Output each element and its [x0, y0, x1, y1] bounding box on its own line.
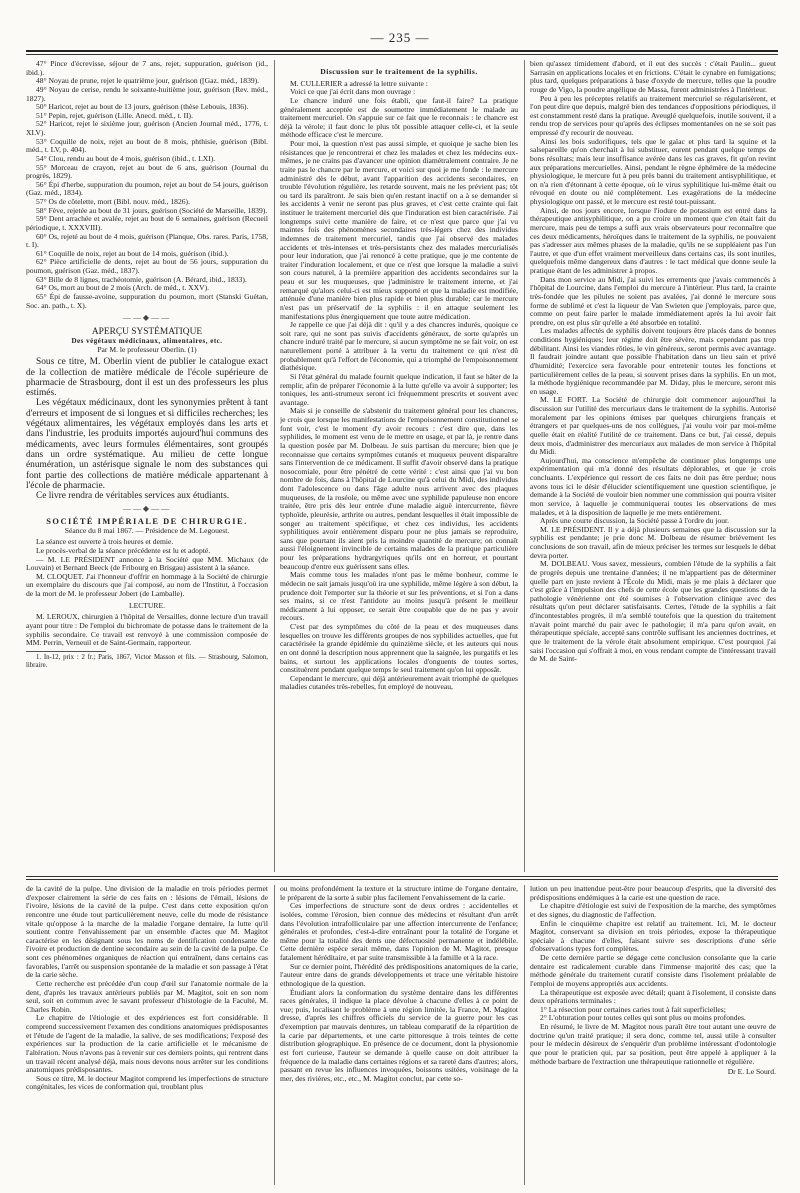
case-entry: 57° Os de côtelette, mort (Bibl. nouv. méd., 1826). [36, 197, 190, 206]
case-entry: 56° Épi d'herbe, suppuration du poumon, rejet au bout de 54 jours, guérison (Gaz. méd., 1834). [26, 179, 268, 198]
case-entry: 55° Morceau de crayon, rejet au bout de 6 ans, guérison (Journal du progrès, 1829). [26, 162, 268, 181]
case-list [26, 60, 268, 310]
review-paragraph: Étudiant alors la conformation du système dentaire dans les différentes races générales, il indique la place dévolue à chacune d'elles à ce point de vue; puis, localisant le problème à une région limitée, la France, M. Magitot dresse, d'après les chiffres officiels du service de la guerre pour les cas d'exemption par mauvais dentures, un tableau comparatif de la répartition de la carie par départements, et une carte pittoresque à trois teintes de cette distribution géographique. En présence de ce document, dont la physionomie est fort curieuse, l'auteur se demande à quelle cause on doit attribuer la fréquence de la maladie dans certaines régions et sa rareté dans d'autres; alors, passant en revue les influences invoquées, boissons usitées, voisinage de la mer, des rivières, etc., etc., M. Magitot conclut, par cette so- [280, 987, 518, 1083]
column-divider [524, 885, 525, 1185]
footnote: 1. In-12, prix : 2 fr.; Paris, 1867, Victor Masson et fils. — Strasbourg, Salomon, libraire. [26, 653, 268, 669]
column-right [530, 60, 776, 872]
case-entry: 52° Haricot, rejet le sixième jour, guérison (Ancien Journal méd., 1776, t. XLV). [26, 119, 268, 137]
review-paragraph: 2° L'obturation pour toutes celles qui sont plus ou moins profondes. [540, 1013, 746, 1023]
case-entry: 65° Épi de fausse-avoine, suppuration du poumon, mort (Stanski Guétan, Soc. an. path., t. X). [26, 291, 268, 310]
discussion-title: Discussion sur le traitement de la syphilis. [320, 67, 478, 76]
column-middle [280, 60, 518, 872]
case-entry: 53° Coquille de noix, rejet au bout de 8 mois, phthisie, guérison (Bibl. méd., t. LV, p. 404). [26, 136, 268, 155]
review-paragraph: Le chapitre de l'étiologie et des expériences est fort considérable. Il comprend successivement l'examen des conditions anatomiques prédisposantes et l'étude de l'agent de la maladie, la salive, de ses modifications; l'exposé des expériences sur la production de la carie artificielle et le mécanisme de l'altération. Nous n'avons pas à revenir sur ces derniers points, qui rentrent dans un travail récent analysé déjà, mais nous devons nous arrêter sur les conditions anatomiques prédisposantes. [26, 1013, 268, 1075]
footnote-rule [26, 651, 106, 652]
signature: Dr E. Le Sourd. [727, 1067, 776, 1077]
case-entry: 49° Noyau de cerise, rendu le soixante-huitième jour, guérison (Rev. méd., 1827). [26, 84, 268, 103]
discussion-paragraph: Peu à peu les préceptes relatifs au traitement mercuriel se régularisèrent, et l'on peut dire que depuis, malgré bien des tendances d'oppositions périodiques, il est constamment resté dans la pratique. Aveuglé quelquefois, inutile souvent, il a rendu trop de services pour qu'après des éclipses momentanées on ne se soit pas empressé d'y recourir de nouveau. [530, 93, 776, 137]
top-rule-thin [26, 54, 778, 55]
case-entry: 63° Bille de 8 lignes, trachéotomie, guérison (A. Bérard, ibid., 1833). [36, 274, 247, 284]
bottom-column-left [26, 885, 268, 1185]
discussion-paragraph: Mais comme tous les malades n'ont pas le même bonheur, comme le médecin ne sait jamais jusqu'où ira une syphilide, même légère à son début, la prudence doit l'emporter sur la théorie et sur les préventions, et si l'on a dans ses mains, si ce n'est l'antidote au moins jusqu'à présent le meilleur médicament à lui opposer, ce serait être coupable que de ne pas y avoir recours. [280, 570, 518, 623]
review-paragraph: ou moins profondément la texture et la structure intime de l'organe dentaire, le préparent de la sorte à subir plus facilement l'envahissement de la carie. [280, 885, 518, 902]
separator-ornament: ——◆—— [122, 313, 172, 323]
discussion-paragraph: Après une courte discussion, la Société passe à l'ordre du jour. [540, 516, 730, 526]
column-divider [524, 60, 525, 872]
review-paragraph: de la cavité de la pulpe. Une division de la maladie en trois périodes permet d'exposer clairement la série de ces faits en : lésions de l'émail, lésions de l'ivoire, lésions de la cavité de la pulpe. C'est dans cette exposition qu'on rencontre une étude tout particulièrement neuve, celle du mode de résistance vitale qu'oppose à la marche de la maladie l'organe dentaire, la lutte qu'il soutient contre l'envahissement par un ensemble d'actes que M. Magitot caractérise en les désignant sous les noms de dentification condensante de l'ivoire et production de dentine secondaire au sein de la cavité de la pulpe. Ce sont ces phénomènes organiques de réaction qui entraînent, dans certains cas favorables, l'arrêt ou suspension spontanée de la maladie et son passage à l'état de la carie sèche. [26, 885, 268, 980]
section-rule-thin [26, 879, 778, 880]
discussion-paragraph: M. LE FORT. La Société de chirurgie doit commencer aujourd'hui la discussion sur l'utilité des mercuriaux dans le traitement de la syphilis. Autorisé moralement par les opinions émises par quelques chirurgiens français et étrangers et par quelques-uns de nos collègues, j'ai voulu voir par moi-même quelle était en réalité l'utilité de ce traitement. Dans ce but, j'ai cessé, depuis deux mois, d'administrer des mercuriaux aux malades de mon service à l'hôpital du Midi. [530, 395, 776, 457]
discussion-paragraph: Ainsi, de nos jours encore, lorsque l'iodure de potassium est entré dans la thérapeutique antisyphilitique, on a pu croire un moment que c'en était fait du mercure, mais peu de temps a suffi aux vrais observateurs pour reconnaître que ces deux médicaments, héroïques dans le traitement de la syphilis, ne pouvaient pas s'adresser aux mêmes phases de la maladie, qu'ils ne se suppléaient pas l'un l'autre, et que d'un effet vraiment merveilleux dans certains cas, ils sont inutiles, quelquefois même dangereux dans d'autres : le tact médical que donne seule la pratique étant de les administrer à propos. [530, 205, 776, 275]
case-entry: 61° Coquille de noix, rejet au bout de 14 mois, guérison (ibid.). [36, 248, 229, 258]
review-paragraph: De cette dernière partie se dégage cette conclusion consolante que la carie dentaire est radicalement curable dans l'immense majorité des cas; que la méthode générale du traitement curatif consiste dans l'isolement préalable de l'emploi de moyens appropriés aux accidents. [530, 953, 776, 988]
discussion-paragraph: Pour moi, la question n'est pas aussi simple, et quoique je sache bien les résistances que je rencontrerai et chez les malades et chez les médecins eux-mêmes, je ne crains pas d'avancer une opinion diamétralement contraire. Je ne traite pas le chancre par le mercure, et voici sur quoi je me fonde : le mercure administré dès le début, avant l'apparition des accidents secondaires, en trouble l'évolution régulière, les retarde souvent, mais ne les prévient pas; tôt ou tard ils paraîtront. Je sais bien qu'en restant inactif on a à se demander si les accidents à venir ne seront pas plus graves, et c'est cette crainte qui fait instituer le traitement mercuriel dès que l'induration est bien caractérisée. J'ai longtemps suivi cette manière de faire, et ce n'est que parce que j'ai vu maintes fois des phénomènes secondaires très-légers chez des individus indemnes de traitement mercuriel, tandis que j'ai observé des malades accidents et très-intenses et très-persistants chez des malades mercurialisés pour leur induration, que j'ai renoncé à cette pratique, que je me contente de traiter l'induration localement, et que ce n'est que lorsque la maladie a suivi son cours naturel, à la première apparition des accidents secondaires sur la peau et sur les muqueuses, que j'administre le traitement interne, et j'ai remarqué qu'alors celui-ci est mieux supporté et que la maladie est modifiée, atténuée d'une manière bien plus rapide et bien plus durable; car le mercure n'est pas un préservatif de la syphilis : il en attaque seulement les manifestations plus énergiquement que toute autre médication. [280, 139, 518, 321]
review-paragraph: Ces imperfections de structure sont de deux ordres : accidentelles et isolées, comme l'érosion, bien connue des médecins et résultant d'un arrêt dans l'évolution intrafolliculaire par une affection intercurrente de l'enfance; générales et profondes, c'est-à-dire entraînant pour la totalité de l'organe et même pour la totalité des dents une défectuosité permanente et indélébile. Cette dernière espèce serait même, dans l'opinion de M. Magitot, presque fatalement héréditaire, et par suite transmissible à la famille et à la race. [280, 901, 518, 962]
society-paragraph: La séance est ouverte à trois heures et demie. [36, 537, 174, 547]
case-entry: 59° Dent arrachée et avalée, rejet au bout de 6 semaines, guérison (Recueil périodique, t. XXXVIII). [26, 214, 268, 232]
apercu-paragraph: Ce livre rendra de véritables services aux étudiants. [36, 491, 230, 502]
column-divider [274, 60, 275, 872]
separator-ornament: ——◆—— [122, 504, 172, 514]
case-entry: 62° Pièce artificielle de dents, rejet au bout de 56 jours, suppuration du poumon, guérison (Gaz. méd., 1837). [26, 257, 268, 275]
review-paragraph: Sur ce dernier point, l'hérédité des prédispositions anatomiques de la carie, l'auteur entre dans de grands développements et trace une véritable histoire ethnologique de la question. [280, 961, 518, 988]
discussion-paragraph: M. LE PRÉSIDENT. Il y a déjà plusieurs semaines que la discussion sur la syphilis est pendante; je prie donc M. Dolbeau de résumer brièvement les conclusions de son travail, afin de mieux préciser les termes sur lesquels le débat devra porter. [530, 524, 776, 560]
discussion-paragraph: Cependant le mercure, qui déjà antérieurement avait triomphé de quelques maladies cutanées très-rebelles, fut employé de nouveau, [280, 673, 518, 692]
top-rule [26, 50, 778, 52]
discussion-paragraph: Dans mon service au Midi, j'ai suivi les errements que j'avais commencés à l'hôpital de Lourcine, dans l'emploi du mercure à l'intérieur. Plus tard, la crainte très-fondée que les pilules ne soient pas avalées, j'ai donné le mercure sous forme de sublimé et c'est la liqueur de Van Swieten que j'employais, parce que, comme on peut faire parler le malade immédiatement après la lui avoir fait prendre, on est plus sûr qu'elle a été absorbée en totalité. [530, 274, 776, 327]
review-paragraph: Enfin le cinquième chapitre est relatif au traitement. Ici, M. le docteur Magitot, conservant sa division en trois périodes, expose la thérapeutique spéciale à chacune d'elles, faisant suivre ses descriptions d'une série d'observations types fort complètes. [530, 918, 776, 954]
discussion-paragraph: Ainsi les bois sudorifiques, tels que le gaïac et plus tard la squine et la salsepareille qu'on cherchait à lui substituer, eurent pendant quelque temps de bons résultats; mais leur insuffisance avérée dans les cas graves, fit qu'on revint aux préparations mercurielles. Ainsi, pendant le règne éphémère de la médecine physiologique, le mercure fut à peu près banni du traitement antisyphilitique, et on n'a rien d'étonnant à cette époque, où le virus syphilitique lui-même était ou révoqué en doute ou nié complètement. Les exagérations de la médecine physiologique ont passé, et le mercure est resté tout-puissant. [530, 136, 776, 206]
discussion-paragraph: M. DOLBEAU. Vous savez, messieurs, combien l'étude de la syphilis a fait de progrès depuis une trentaine d'années; il ne m'appartient pas de déterminer quelle part en juste revient à l'École du Midi, mais je me plais à déclarer que c'est grâce à l'impulsion des chefs de cette école que les grandes questions de la pathologie vénérienne ont été soumises à l'observation clinique avec des résultats qu'on peut déclarer satisfaisants. Certes, l'étude de la syphilis a fait d'incontestables progrès, il m'a semblé toutefois que la question du traitement n'avait point marché du pair avec le pathologie; il m'a paru qu'on avait, en thérapeutique spéciale, accepté sans contrôle suffisant les anciennes doctrines, et que le traitement de la vérole était absolument empirique. C'est pourquoi j'ai saisi l'occasion qui s'offrait à moi, en vous rendant compte de l'intéressant travail de M. de Saint- [530, 559, 776, 664]
review-paragraph: Sous ce titre, M. le docteur Magitot comprend les imperfections de structure congénitales, les vices de conformation qui, troublant plus [26, 1073, 268, 1092]
bottom-column-right [530, 885, 776, 1185]
society-paragraph: M. CLOQUET. J'ai l'honneur d'offrir en hommage à la Société de chirurgie un exemplaire du discours que j'ai composé, au nom de l'Institut, à l'occasion de la mort de M. le professeur Jobert (de Lamballe). [26, 571, 268, 599]
society-paragraph: M. LEROUX, chirurgien à l'hôpital de Versailles, donne lecture d'un travail ayant pour titre : De l'emploi du bichromate de potasse dans le traitement de la syphilis secondaire. Ce travail est renvoyé à une commission composée de MM. Perrin, Verneuil et de Saint-Germain, rapporteur. [26, 612, 268, 648]
discussion-paragraph: Les malades affectés de syphilis doivent toujours être placés dans de bonnes conditions hygiéniques; leur régime doit être sévère, mais cependant pas trop débilitant. Ainsi les viandes rôties, le vin généreux, seront permis avec avantage. Il faudrait joindre autant que possible l'habitation dans un lieu sain et privé d'humidité; l'exercice sera favorable pour entretenir toutes les fonctions et particulièrement celles de la peau, si souvent prises dans la syphilis. En un mot, la méthode hygiénique recommandée par M. Diday, plus le mercure, seront mis en usage. [530, 326, 776, 396]
apercu-paragraph: Les végétaux médicinaux, dont les synonymies prêtent à tant d'erreurs et imposent de si longues et si difficiles recherches; les végétaux alimentaires, les végétaux employés dans les arts et dans l'industrie, les produits importés aujourd'hui communs des médicaments, avec leurs formules élémentaires, sont groupés dans un ordre systématique. Au milieu de cette longue énumération, un astérisque signale le nom des substances qui font partie des collections de matière médicale appartenant à l'école de pharmacie. [26, 398, 268, 491]
apercu-subtitle: Des végétaux médicinaux, alimentaires, etc. [71, 337, 223, 346]
case-entry: 50° Haricot, rejet au bout de 13 jours, guérison (thèse Lebouis, 1836). [36, 102, 249, 112]
column-divider [274, 885, 275, 1185]
case-entry: 47° Pince d'écrevisse, séjour de 7 ans, rejet, suppuration, guérison (id., ibid.). [26, 60, 268, 77]
case-entry: 60° Os, rejeté au bout de 4 mois, guérison (Planque, Obs. rares. Paris, 1758, t. I). [26, 231, 268, 250]
case-entry: 54° Clou, rendu au bout de 4 mois, guérison (ibid., t. LXI). [36, 153, 216, 163]
discussion-paragraph: Aujourd'hui, ma conscience m'empêche de continuer plus longtemps une expérimentation qui m'a donné des résultats déplorables, et que je crois concluants. L'expérience qui ressort de ces faits ne doit pas être perdue; nous avons tous ici le désir d'élucider scientifiquement une question scientifique, je demande à la Société de vouloir bien nommer une commission qui pourra visiter mon service, à laquelle je communiquerai toutes les observations de mes malades, et à la disposition de laquelle je me mets entièrement. [530, 455, 776, 517]
apercu-paragraph: Sous ce titre, M. Oberlin vient de publier le catalogue exact de la collection de matière médicale de l'école supérieure de pharmacie de Strasbourg, dont il est un des professeurs les plus estimés. [26, 357, 268, 399]
lecture-heading: LECTURE. [128, 600, 166, 610]
case-entry: 48° Noyau de prune, rejet le quatrième jour, guérison ([Gaz. méd., 1839). [36, 76, 260, 86]
case-entry: 58° Fève, rejetée au bout de 31 jours, guérison (Société de Marseille, 1839). [36, 205, 268, 215]
discussion-paragraph: bien qu'assez timidement d'abord, et il eut des succès : c'était Paulin... gueut Sarrasin en applications locales et en frictions. C'était le cynabre en fumigations; plus tard, quelques préparations à base d'oxyde de mercure, telles que la poudre rouge de Vigo, la poudre angélique de Massa, furent administrées à l'intérieur. [530, 60, 776, 94]
review-paragraph: Le chapitre d'étiologie est suivi de l'exposition de la marche, des symptômes et des signes, du diagnostic de l'affection. [530, 901, 776, 919]
bottom-column-middle [280, 885, 518, 1185]
review-paragraph: La thérapeutique est exposée avec détail; quant à l'isolement, il consiste dans deux opérations terminales : [530, 987, 776, 1006]
society-paragraph: — M. LE PRÉSIDENT annonce à la Société que MM. Michaux (de Louvain) et Bernard Beeck (de Fribourg en Brisgau) assistent à la séance. [26, 554, 268, 573]
discussion-paragraph: M. CULLERIER a adressé la lettre suivante : [290, 78, 428, 88]
discussion-paragraph: Voici ce que j'ai écrit dans mon ouvrage : [290, 87, 416, 97]
page-number: — 235 — [370, 30, 430, 45]
society-session-date: Séance du 8 mai 1867. — Présidence de M. Legouest. [64, 525, 230, 535]
discussion-paragraph: Mais si je conseille de s'abstenir du traitement général pour les chancres, je crois que lorsque les manifestations de l'empoisonnement constitutionnel se font voir, c'est le moment d'y avoir recours : c'est dire que, dans les syphilides, le moment est venu de le mettre en usage, et par là, je rentre dans la question posée par M. Dolbeau. Je suis partisan du mercure; bien que je reconnaisse que certains symptômes cutanés et muqueux peuvent disparaître sans l'intervention de ce médicament. Il suffit d'avoir observé dans la pratique nosocomiale, pour être pénétré de cette vérité : c'est ainsi que j'ai vu bon nombre de fois, dans à l'hôpital de Lourcine qu'à celui du Midi, des individus dont l'adolescence ou dans l'âge adulte nous arrivent avec des plaques muqueuses, de la roséole, ou même avec une syphilide papuleuse non encore traitée, être pris dès leur entrée d'une maladie aiguë intercurrente, fièvre typhoïde, pleurésie, arthrite ou autres, pendant lesquelles il était impossible de songer au traitement spécifique, et chez ces individus, les accidents syphilitiques avoir entièrement disparu pour ne plus jamais se reproduire, sans que pourtant ils aient pris la moindre quantité de mercure; on connaît aussi l'éloignement invincible de certains malades de la pratique particulière pour les préparations hydrargyriques qu'ils ont en horreur, et pourtant beaucoup d'entre eux guérissent sans elles. [280, 406, 518, 571]
case-entry: 64° Os, mort au bout de 2 mois (Arch. de méd., t. XXV). [36, 283, 210, 293]
discussion-paragraph: Si l'état général du malade fournit quelque indication, il faut se hâter de la remplir, afin de préparer l'économie à la lutte qu'elle va avoir à supporter; les toniques, les anti-strumeux seront ici fréquemment prescrits et souvent avec avantage. [280, 371, 518, 407]
discussion-paragraph: Je rappelle ce que j'ai déjà dit : qu'il y a des chancres indurés, quoique ce soit rare, qui ne sont pas suivis d'accidents généraux, de sorte qu'après un chancre induré traité par le mercure, si aucun symptôme ne se fait voir, on est naturellement porté à attribuer à la vertu du traitement ce qui n'est dû probablement qu'à l'effort de l'économie, qui a triomphé de l'empoisonnement diathésique. [280, 320, 518, 373]
society-paragraph: Le procès-verbal de la séance précédente est lu et adopté. [36, 545, 211, 555]
society-title: SOCIÉTÉ IMPÉRIALE DE CHIRURGIE. [46, 517, 248, 527]
review-paragraph: Cette recherche est précédée d'un coup d'œil sur l'anatomie normale de la dent, d'après les travaux antérieurs publiés par M. Magitot, soit en son nom seul, soit en commun avec le savant professeur d'histologie de la Faculté, M. Charles Robin. [26, 978, 268, 1014]
apercu-author: Par M. le professeur Oberlin. (1) [97, 344, 197, 354]
discussion-paragraph: C'est par des symptômes du côté de la peau et des muqueuses dans lesquelles on trouve les différents groupes de nos syphilides actuelles, que fut caractérisée la grande épidémie du quinzième siècle, et les auteurs qui nous en ont donné la description nous apprennent que la saignée, les purgatifs et les bains, et surtout les applications locales d'onguents de toutes sortes, constituèrent pendant quelque temps le seul traitement qu'on lui opposât. [280, 622, 518, 675]
discussion-paragraph: Le chancre induré une fois établi, que faut-il faire? La pratique généralement acceptée est de soumettre immédiatement le malade au traitement mercuriel. On s'appuie sur ce fait que le reconnais : le chancre est déjà la vérole; il faut donc le plus tôt possible attaquer celle-ci, et la seule méthode efficace c'est le mercure. [280, 95, 518, 140]
section-rule [26, 876, 778, 877]
review-paragraph: En résumé, le livre de M. Magitot nous paraît être tout autant une œuvre de doctrine qu'un traité pratique; il sera donc, comme tel, aussi utile à consulter pour le médecin désireux de s'enquérir d'un problème intéressant d'odontologie que pour le praticien qui, par sa position, peut être appelé à appliquer à la méthode barbare de l'extraction une thérapeutique rationnelle et régulière. [530, 1022, 776, 1066]
apercu-title: APERÇU SYSTÉMATIQUE [91, 326, 203, 337]
column-left [26, 60, 268, 872]
review-paragraph: lution un peu inattendue peut-être pour beaucoup d'esprits, que la diversité des prédispositions endémiques à la carie est une question de race. [530, 885, 776, 902]
review-paragraph: 1° La résection pour certaines caries tout à fait superficielles; [540, 1004, 726, 1014]
case-entry: 51° Pepin, rejet, guérison (Lille. Anecd. méd., t. II). [36, 110, 193, 120]
